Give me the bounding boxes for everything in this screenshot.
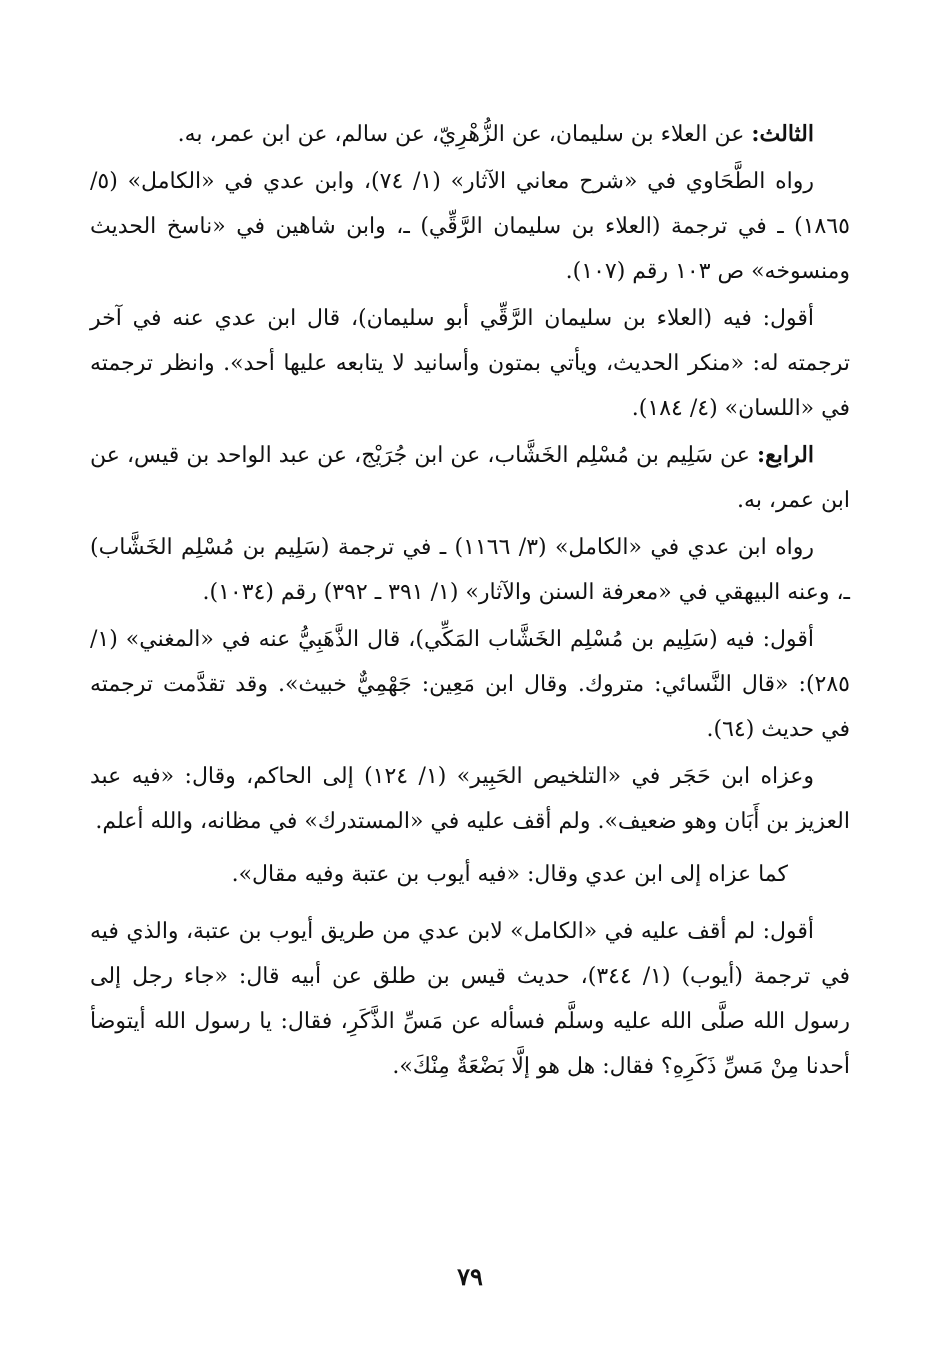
section-heading-fourth: الرابع:	[756, 442, 814, 468]
page-body	[90, 112, 850, 1091]
paragraph-comment-salim	[90, 617, 850, 752]
paragraph-ayyub-note	[90, 852, 850, 897]
paragraph-text: رواه الطَّحَاوي في «شرح معاني الآثار» (١/ ٧٤)، وابن عدي في «الكامل» (٥/ ١٨٦٥) ـ في ترجمة (العلاء بن سليمان الرَّقِّي) ـ، وابن شاهين في «ناسخ الحديث ومنسوخه» ص ١٠٣ رقم (١٠٧).	[90, 169, 850, 284]
paragraph-comment-ala	[90, 296, 850, 431]
paragraph-text: كما عزاه إلى ابن عدي وقال: «فيه أيوب بن عتبة وفيه مقال».	[231, 862, 788, 887]
paragraph-comment-ayyub	[90, 909, 850, 1089]
paragraph-text: وعزاه ابن حَجَر في «التلخيص الحَبِير» (١/ ١٢٤) إلى الحاكم، وقال: «فيه عبد العزيز بن أَبَان وهو ضعيف». ولم أقف عليه في «المستدرك» في مظانه، والله أعلم.	[90, 764, 850, 834]
paragraph-ibn-hajar	[90, 754, 850, 844]
paragraph-text: أقول: فيه (سَلِيم بن مُسْلِم الخَشَّاب المَكِّي)، قال الذَّهَبِيُّ عنه في «المغني» (١/ ٢٨٥): «قال النَّسائي: متروك. وقال ابن مَعِين: جَهْمِيٌّ خبيث». وقد تقدَّمت ترجمته في حديث (٦٤).	[90, 627, 850, 742]
paragraph-fourth-chain	[90, 433, 850, 523]
paragraph-text: أقول: لم أقف عليه في «الكامل» لابن عدي من طريق أيوب بن عتبة، والذي فيه في ترجمة (أيوب) (١/ ٣٤٤)، حديث قيس بن طلق عن أبيه قال: «جاء رجل إلى رسول الله صلَّى الله عليه وسلَّم فسأله عن مَسِّ الذَّكَرِ، فقال: يا رسول الله أيتوضأ أحدنا مِنْ مَسِّ ذَكَرِهِ؟ فقال: هل هو إلَّا بَضْعَةٌ مِنْكَ».	[90, 919, 850, 1079]
paragraph-text: أقول: فيه (العلاء بن سليمان الرَّقِّي أبو سليمان)، قال ابن عدي عنه في آخر ترجمته له: «منكر الحديث، ويأتي بمتون وأسانيد لا يتابعه عليها أحد». وانظر ترجمته في «اللسان» (٤/ ١٨٤).	[90, 306, 850, 421]
paragraph-text: عن سَلِيم بن مُسْلِم الخَشَّاب، عن ابن جُرَيْج، عن عبد الواحد بن قيس، عن ابن عمر، به.	[90, 443, 850, 513]
paragraph-text: رواه ابن عدي في «الكامل» (٣/ ١١٦٦) ـ في ترجمة (سَلِيم بن مُسْلِم الخَشَّاب) ـ، وعنه البيهقي في «معرفة السنن والآثار» (١/ ٣٩١ ـ ٣٩٢) رقم (١٠٣٤).	[90, 535, 850, 605]
page-number: ٧٩	[457, 1262, 483, 1291]
paragraph-third-chain	[90, 112, 850, 157]
section-heading-third: الثالث:	[751, 121, 814, 147]
paragraph-tahawi-citation	[90, 159, 850, 294]
paragraph-text: عن العلاء بن سليمان، عن الزُّهْرِيّ، عن سالم، عن ابن عمر، به.	[177, 122, 752, 147]
paragraph-ibn-adi-citation	[90, 525, 850, 615]
